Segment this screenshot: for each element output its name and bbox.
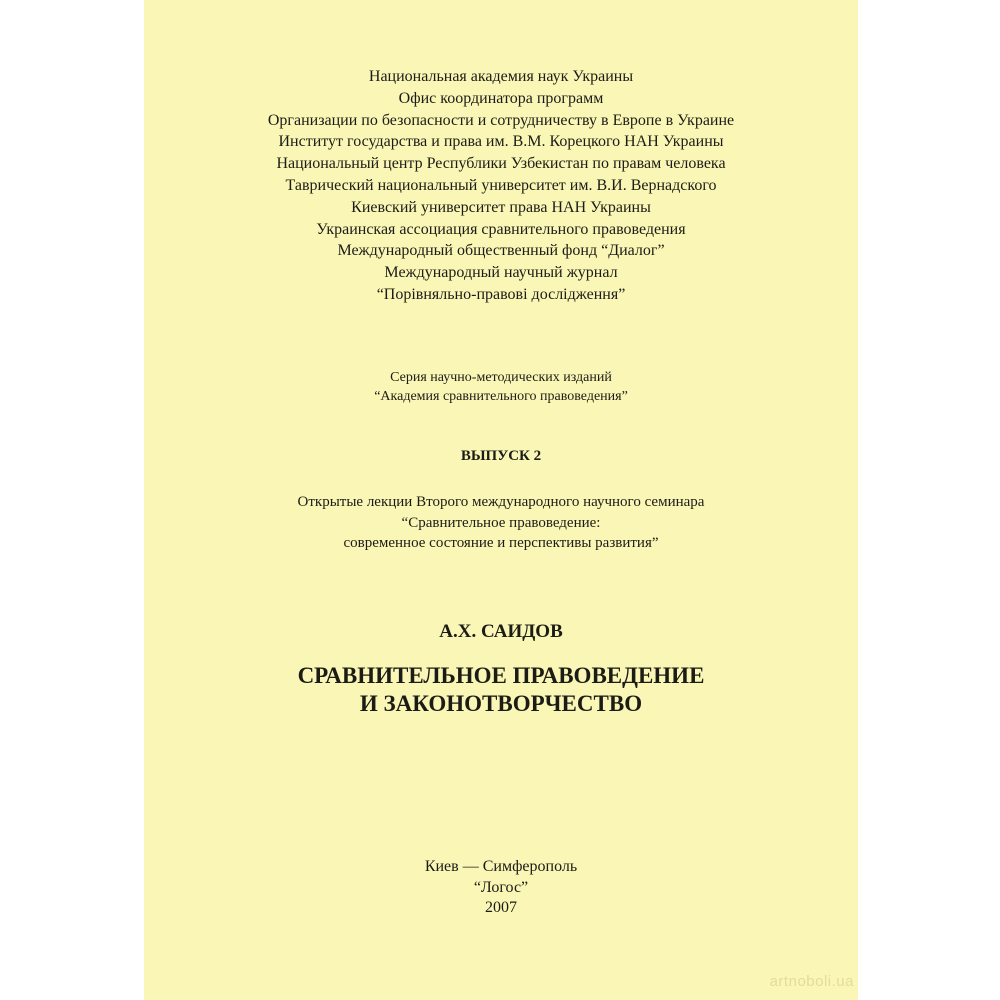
organization-line: “Порівняльно-правові дослідження” bbox=[376, 285, 626, 303]
lectures-line: Открытые лекции Второго международного научного семинара bbox=[297, 494, 705, 510]
book-title-line: И ЗАКОНОТВОРЧЕСТВО bbox=[359, 691, 643, 716]
imprint-publisher: “Логос” bbox=[473, 878, 529, 896]
series-line: Серия научно-методических изданий bbox=[390, 370, 612, 385]
organization-line: Таврический национальный университет им. В.И. Вернадского bbox=[285, 176, 717, 194]
imprint-city: Киев — Симферополь bbox=[424, 858, 578, 875]
organization-line: Национальная академия наук Украины bbox=[368, 68, 634, 85]
watermark: artnoboli.ua bbox=[769, 973, 854, 990]
book-title bbox=[144, 662, 858, 718]
issue-number: ВЫПУСК 2 bbox=[460, 448, 542, 464]
organization-line: Украинская ассоциация сравнительного правоведения bbox=[316, 220, 686, 238]
organization-line: Международный научный журнал bbox=[384, 264, 618, 282]
series-block bbox=[144, 368, 858, 406]
series-name: “Академия сравнительного правоведения” bbox=[374, 389, 628, 404]
organization-line: Офис координатора программ bbox=[398, 89, 604, 107]
seminar-title-line: современное состояние и перспективы развития” bbox=[343, 535, 659, 551]
organization-line: Международный общественный фонд “Диалог” bbox=[337, 242, 665, 260]
book-cover bbox=[144, 0, 858, 1000]
imprint-year: 2007 bbox=[485, 899, 517, 916]
seminar-title-line: “Сравнительное правоведение: bbox=[401, 514, 601, 531]
book-title-line: СРАВНИТЕЛЬНОЕ ПРАВОВЕДЕНИЕ bbox=[297, 663, 705, 688]
organizations-list bbox=[144, 66, 858, 306]
lectures-block bbox=[144, 492, 858, 554]
organization-line: Киевский университет права НАН Украины bbox=[351, 198, 651, 216]
organization-line: Национальный центр Республики Узбекистан по правам человека bbox=[276, 155, 726, 173]
imprint-block bbox=[144, 857, 858, 919]
organization-line: Организации по безопасности и сотрудничеству в Европе в Украине bbox=[267, 111, 735, 129]
author-name: А.Х. САИДОВ bbox=[439, 621, 563, 642]
organization-line: Институт государства и права им. В.М. Корецкого НАН Украины bbox=[278, 133, 724, 151]
